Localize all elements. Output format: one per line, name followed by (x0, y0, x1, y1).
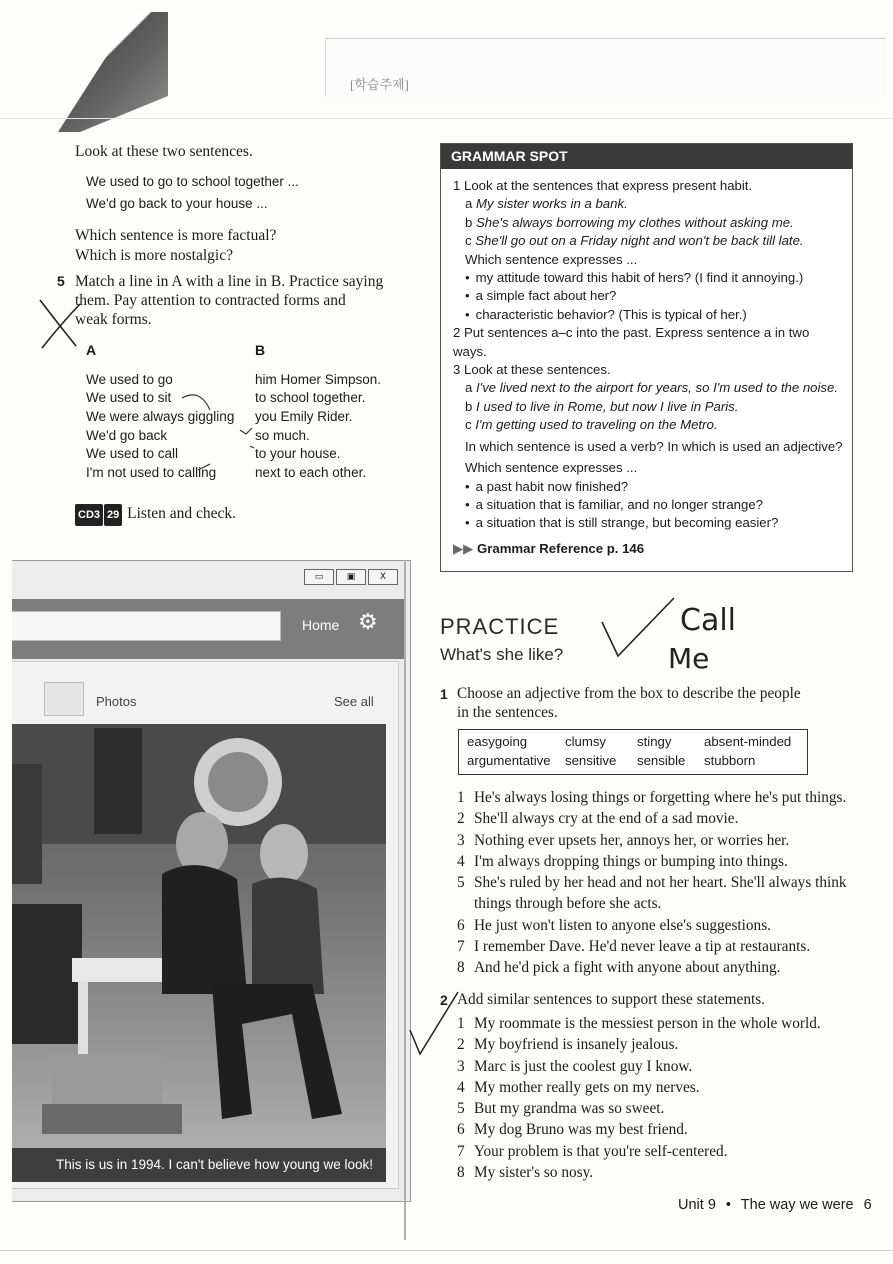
gs-bullet: • a situation that is familiar, and no longer strange? (453, 496, 845, 514)
question-text: Which is more nostalgic? (75, 247, 233, 264)
column-b-heading: B (255, 342, 266, 358)
list-item: 5 But my grandma was so sweet. (457, 1100, 665, 1118)
page-fold-shadow (58, 12, 168, 132)
exercise-instruction: Match a line in A with a line in B. Practice saying (75, 273, 384, 290)
match-a-item: We used to sit (86, 390, 172, 405)
maximize-button[interactable]: ▣ (336, 569, 366, 585)
nav-bar (12, 599, 404, 659)
page-number: 6 (863, 1197, 872, 1213)
list-item: 7 I remember Dave. He'd never leave a tip at restaurants. (457, 938, 811, 956)
gs-example-c: c She'll go out on a Friday night and won't be back till late. (465, 233, 804, 249)
match-a-item: We were always giggling (86, 409, 235, 424)
gs-question-3: 3 Look at these sentences. (453, 362, 611, 378)
adjective-word: clumsy (565, 734, 607, 749)
adjective-word: absent-minded (704, 734, 792, 749)
list-item: 1 He's always losing things or forgetting where he's put things. (457, 789, 847, 806)
gs-question-2: 2 Put sentences a–c into the past. Express sentence a in two ways. (453, 325, 810, 359)
handwritten-matching-lines (160, 386, 260, 482)
adjective-box (458, 729, 808, 775)
exercise-2-list (457, 1013, 821, 1183)
list-item: 7 Your problem is that you're self-centered. (457, 1142, 728, 1160)
photo-scene (12, 724, 386, 1182)
gs-ask: In which sentence is used a verb? In which is used an adjective? (465, 438, 843, 454)
listen-and-check (75, 504, 236, 526)
grammar-spot-body (453, 177, 845, 558)
home-link[interactable]: Home (302, 617, 340, 633)
match-b-item: to school together. (255, 390, 366, 405)
exercise-instruction: Choose an adjective from the box to describe the people (457, 685, 801, 702)
exercise-1-list (457, 787, 893, 979)
minimize-button[interactable]: ▭ (304, 569, 334, 585)
gs-example-a: a My sister works in a bank. (465, 196, 628, 212)
exercise-number: 5 (57, 273, 65, 289)
list-item: things through before she acts. (474, 895, 662, 913)
grammar-reference-link[interactable]: ▶▶ Grammar Reference p. 146 (453, 540, 645, 556)
gear-icon[interactable]: ⚙ (358, 610, 378, 635)
page-footer (678, 1197, 872, 1213)
cd-badge: CD3 (75, 504, 103, 526)
gs-bullet: • characteristic behavior? (This is typical of her.) (453, 306, 845, 324)
gs-bullet: • a past habit now finished? (453, 478, 845, 496)
gs-example-b: b I used to live in Rome, but now I live in Paris. (465, 398, 739, 414)
match-b-item: to your house. (255, 446, 341, 461)
close-button[interactable]: X (368, 569, 398, 585)
gs-ask: Which sentence expresses ... (465, 460, 638, 476)
adjective-word: sensible (637, 753, 686, 768)
divider (0, 118, 893, 119)
gs-example-b: b She's always borrowing my clothes without asking me. (465, 214, 794, 230)
exercise-instruction: weak forms. (75, 311, 152, 328)
photo (12, 724, 386, 1182)
photo-caption: This is us in 1994. I can't believe how young we look! (12, 1148, 386, 1182)
window-controls (304, 569, 398, 585)
intro-text: Look at these two sentences. (75, 143, 253, 160)
exercise-instruction: them. Pay attention to contracted forms and (75, 292, 346, 309)
match-a-item: We used to call (86, 446, 179, 461)
match-b-item: so much. (255, 428, 310, 443)
profile-thumbnail (44, 682, 84, 716)
list-item: 2 My boyfriend is insanely jealous. (457, 1036, 679, 1054)
adjective-word: easygoing (467, 734, 528, 749)
match-a-item: We'd go back (86, 428, 168, 443)
gs-example-a: a I've lived next to the airport for years, so I'm used to the noise. (465, 380, 839, 396)
handwritten-check-mark (598, 596, 678, 666)
unit-label: Unit 9 (678, 1197, 716, 1213)
gs-bullet: • a situation that is still strange, but becoming easier? (453, 514, 845, 532)
handwritten-note: Me (668, 642, 710, 675)
gs-example-c: c I'm getting used to traveling on the Metro. (465, 417, 718, 433)
listen-text: Listen and check. (127, 505, 237, 522)
handwritten-cross-mark (36, 296, 86, 352)
gs-bullet: • my attitude toward this habit of hers? (I find it annoying.) (453, 269, 845, 287)
overlapping-sheet (325, 38, 886, 97)
footer-separator: • (725, 1197, 731, 1213)
match-b-item: next to each other. (255, 465, 367, 480)
exercise-number: 1 (440, 686, 448, 702)
list-item: 6 My dog Bruno was my best friend. (457, 1121, 688, 1139)
match-b-item: him Homer Simpson. (255, 372, 382, 387)
grammar-spot-box (440, 143, 853, 572)
list-item: 3 Nothing ever upsets her, annoys her, or worries her. (457, 831, 790, 849)
track-badge: 29 (104, 504, 122, 526)
list-item: 8 My sister's so nosy. (457, 1164, 594, 1182)
adjective-word: sensitive (565, 753, 617, 768)
gs-question-1: 1 Look at the sentences that express present habit. (453, 178, 753, 193)
example-sentence: We used to go to school together ... (86, 174, 299, 189)
practice-subtitle: What's she like? (440, 645, 564, 664)
list-item: 3 Marc is just the coolest guy I know. (457, 1057, 693, 1075)
list-item: 2 She'll always cry at the end of a sad movie. (457, 810, 739, 828)
exercise-instruction: in the sentences. (457, 704, 558, 721)
double-arrow-icon: ▶▶ (453, 540, 474, 556)
handwritten-check-mark (406, 990, 462, 1060)
window-edge (404, 560, 406, 1240)
grammar-spot-title: GRAMMAR SPOT (441, 144, 852, 169)
list-item: 8 And he'd pick a fight with anyone about anything. (457, 959, 781, 977)
unit-title: The way we were (740, 1197, 854, 1213)
match-a-item: I'm not used to calling (86, 465, 217, 480)
column-a-heading: A (86, 342, 97, 358)
handwritten-note: Call (680, 603, 737, 638)
browser-window (12, 560, 411, 1202)
match-b-item: you Emily Rider. (255, 409, 353, 424)
photos-panel (12, 661, 399, 1189)
adjective-word: argumentative (467, 753, 551, 768)
adjective-word: stubborn (704, 753, 756, 768)
list-item: 4 My mother really gets on my nerves. (457, 1078, 700, 1096)
list-item: 4 I'm always dropping things or bumping into things. (457, 852, 788, 870)
photos-title: Photos (96, 694, 137, 709)
example-sentence: We'd go back to your house ... (86, 196, 268, 211)
exercise-instruction: Add similar sentences to support these statements. (457, 991, 765, 1008)
match-a-item: We used to go (86, 372, 173, 387)
list-item: 1 My roommate is the messiest person in the whole world. (457, 1015, 821, 1032)
sheet-tag: [학습주제] (350, 77, 409, 92)
bottom-edge (0, 1250, 893, 1251)
question-text: Which sentence is more factual? (75, 227, 277, 244)
practice-title: PRACTICE (440, 614, 560, 639)
gs-ask: Which sentence expresses ... (465, 251, 638, 267)
gs-bullet: • a simple fact about her? (453, 287, 845, 305)
search-input[interactable] (12, 611, 281, 641)
see-all-link[interactable]: See all (334, 694, 374, 709)
list-item: 6 He just won't listen to anyone else's suggestions. (457, 916, 771, 934)
list-item: 5 She's ruled by her head and not her heart. She'll always think (457, 874, 847, 892)
exercise-number: 2 (440, 992, 448, 1008)
adjective-word: stingy (637, 734, 672, 749)
